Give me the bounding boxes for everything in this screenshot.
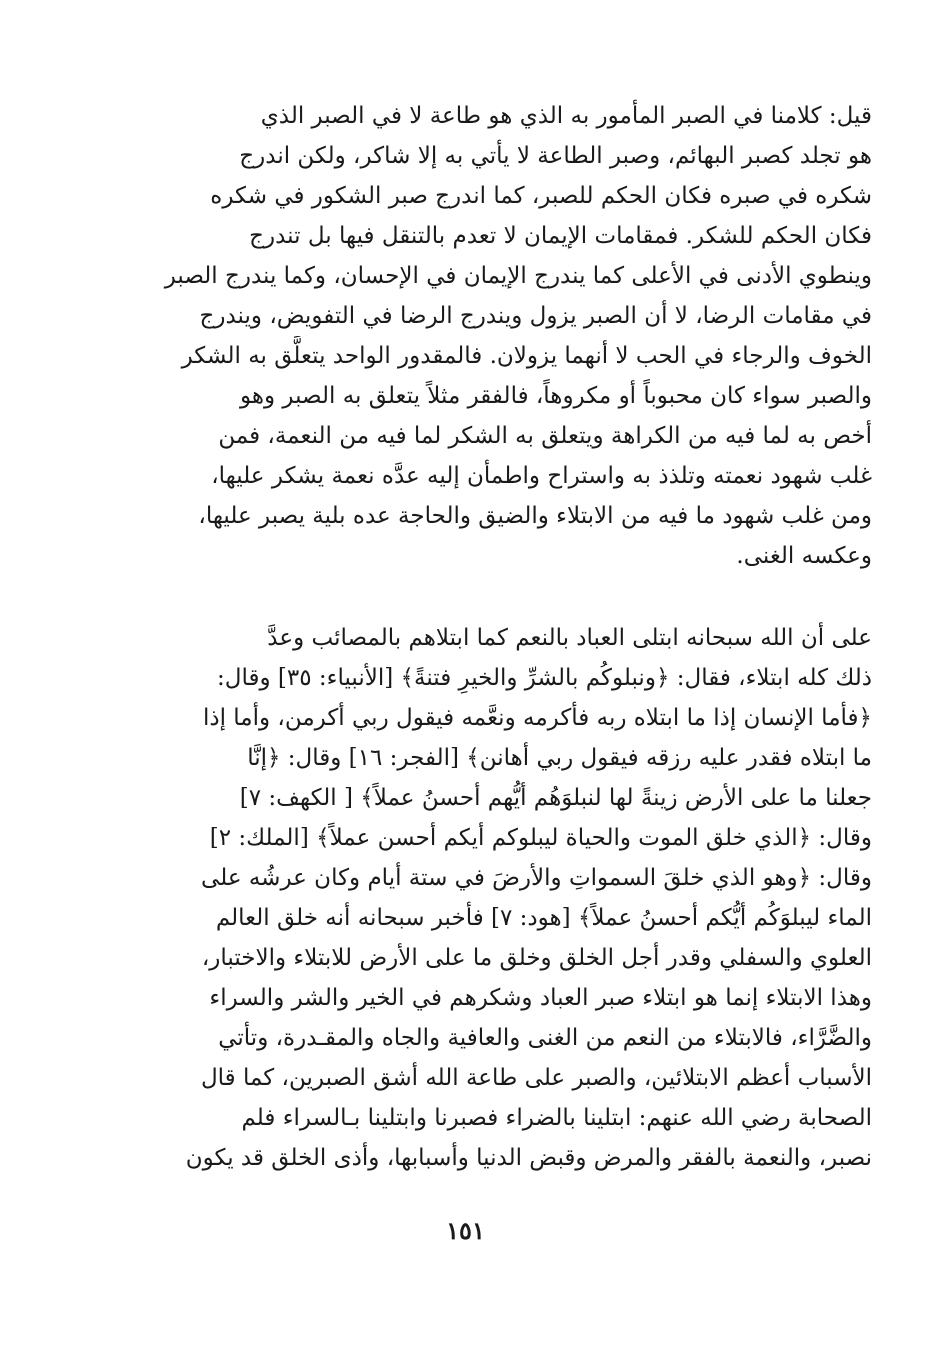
text-line: ﴿فأما الإنسان إذا ما ابتلاه ربه فأكرمه ونعَّمه فيقول ربي أكرمن، وأما إذا (202, 705, 872, 731)
text-line: الصحابة رضي الله عنهم: ابتلينا بالضراء فصبرنا وابتلينا بـالسراء فلم (241, 1105, 872, 1131)
text-line: وينطوي الأدنى في الأعلى كما يندرج الإيمان في الإحسان، وكما يندرج الصبر (164, 263, 872, 289)
text-line: وقال: ﴿الذي خلق الموت والحياة ليبلوكم أيكم أحسن عملاً﴾ [الملك: ٢] (209, 825, 872, 851)
text-line: وهذا الابتلاء إنما هو ابتلاء صبر العباد وشكرهم في الخير والشر والسراء (209, 985, 872, 1011)
text-line: قيل: كلامنا في الصبر المأمور به الذي هو طاعة لا في الصبر الذي (260, 103, 872, 129)
text-line: شكره في صبره فكان الحكم للصبر، كما اندرج صبر الشكور في شكره (210, 183, 872, 209)
text-line: جعلنا ما على الأرض زينةً لها لنبلوَهُم أيُّهم أحسنُ عملاً﴾ [ الكهف: ٧] (239, 785, 872, 811)
text-line: ذلك كله ابتلاء، فقال: ﴿ونبلوكُم بالشرِّ والخيرِ فتنةً﴾ [الأنبياء: ٣٥] وقال: (216, 665, 872, 691)
text-line: هو تجلد كصبر البهائم، وصبر الطاعة لا يأتي به إلا شاكر، ولكن اندرج (239, 143, 872, 169)
paragraph-1 (150, 96, 872, 576)
text-line: نصبر، والنعمة بالفقر والمرض وقبض الدنيا وأسبابها، وأذى الخلق قد يكون (185, 1145, 872, 1171)
text-line: أخص به لما فيه من الكراهة ويتعلق به الشكر لما فيه من النعمة، فمن (218, 423, 872, 449)
paragraph-2 (150, 618, 872, 1178)
text-line: وعكسه الغنى. (736, 543, 872, 569)
text-line: الأسباب أعظم الابتلائين، والصبر على طاعة الله أشق الصبرين، كما قال (200, 1065, 872, 1091)
text-line: ما ابتلاه فقدر عليه رزقه فيقول ربي أهانن﴾ [الفجر: ١٦] وقال: ﴿إنَّا (247, 745, 872, 771)
text-line: غلب شهود نعمته وتلذذ به واستراح واطمأن إليه عدَّه نعمة يشكر عليها، (211, 463, 872, 489)
text-line: فكان الحكم للشكر. فمقامات الإيمان لا تعدم بالتنقل فيها بل تندرج (249, 223, 872, 249)
text-line: العلوي والسفلي وقدر أجل الخلق وخلق ما على الأرض للابتلاء والاختبار، (201, 945, 872, 971)
text-line: والضَّرَّاء، فالابتلاء من النعم من الغنى والعافية والجاه والمقـدرة، وتأتي (218, 1025, 872, 1051)
text-line: ومن غلب شهود ما فيه من الابتلاء والضيق والحاجة عده بلية يصبر عليها، (198, 503, 872, 529)
page-number: ١٥١ (446, 1216, 485, 1245)
text-line: وقال: ﴿وهو الذي خلقَ السمواتِ والأرضَ في ستة أيام وكان عرشُه على (201, 865, 872, 891)
text-line: والصبر سواء كان محبوباً أو مكروهاً، فالفقر مثلاً يتعلق به الصبر وهو (240, 383, 872, 409)
text-line: على أن الله سبحانه ابتلى العباد بالنعم كما ابتلاهم بالمصائب وعدَّ (267, 625, 872, 651)
text-line: الماء ليبلوَكُم أيُّكم أحسنُ عملاً﴾ [هود: ٧] فأخبر سبحانه أنه خلق العالم (215, 905, 872, 931)
text-line: في مقامات الرضا، لا أن الصبر يزول ويندرج الرضا في التفويض، ويندرج (199, 303, 872, 329)
text-line: الخوف والرجاء في الحب لا أنهما يزولان. فالمقدور الواحد يتعلَّق به الشكر (181, 343, 872, 369)
